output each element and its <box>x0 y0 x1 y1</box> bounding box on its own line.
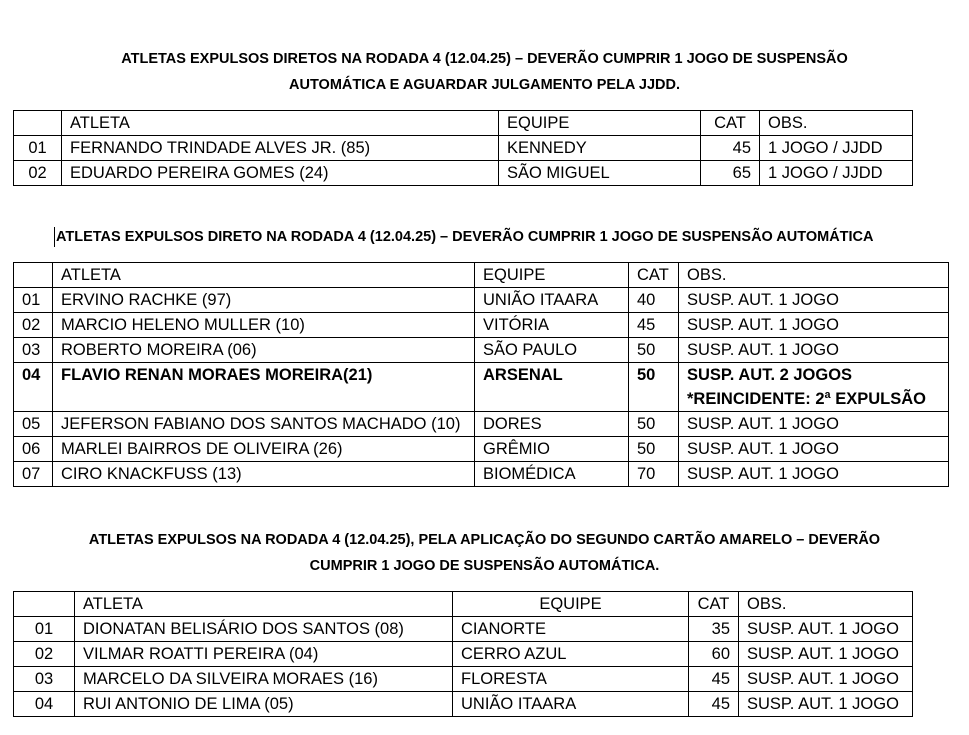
row-num: 01 <box>14 288 53 313</box>
table-row <box>14 313 949 338</box>
row-atleta: FERNANDO TRINDADE ALVES JR. (85) <box>62 136 499 161</box>
row-equipe: CIANORTE <box>453 617 689 642</box>
header-cat: CAT <box>701 111 760 136</box>
row-num: 05 <box>14 412 53 437</box>
row-equipe: DORES <box>475 412 629 437</box>
row-obs: SUSP. AUT. 1 JOGO <box>739 692 913 717</box>
row-equipe: ARSENAL <box>475 363 629 412</box>
table-row-highlighted <box>14 363 949 412</box>
row-cat: 45 <box>701 136 760 161</box>
table-row <box>14 338 949 363</box>
row-num: 03 <box>14 667 75 692</box>
table-row <box>14 136 913 161</box>
row-cat: 45 <box>689 692 739 717</box>
header-obs: OBS. <box>760 111 913 136</box>
table-row <box>14 437 949 462</box>
row-equipe: KENNEDY <box>499 136 701 161</box>
header-obs: OBS. <box>679 263 949 288</box>
row-cat: 50 <box>629 338 679 363</box>
row-num: 03 <box>14 338 53 363</box>
row-num: 07 <box>14 462 53 487</box>
row-obs <box>679 363 949 412</box>
row-num: 04 <box>14 692 75 717</box>
row-atleta: MARCELO DA SILVEIRA MORAES (16) <box>75 667 453 692</box>
row-atleta: RUI ANTONIO DE LIMA (05) <box>75 692 453 717</box>
row-num: 01 <box>14 617 75 642</box>
row-cat: 40 <box>629 288 679 313</box>
row-cat: 70 <box>629 462 679 487</box>
header-num <box>14 111 62 136</box>
row-obs: SUSP. AUT. 1 JOGO <box>679 412 949 437</box>
row-cat: 45 <box>689 667 739 692</box>
row-atleta: EDUARDO PEREIRA GOMES (24) <box>62 161 499 186</box>
row-cat: 45 <box>629 313 679 338</box>
table-header-row <box>14 263 949 288</box>
row-obs-line1: SUSP. AUT. 2 JOGOS <box>687 366 853 384</box>
section2-title: ATLETAS EXPULSOS DIRETO NA RODADA 4 (12.04.25) – DEVERÃO CUMPRIR 1 JOGO DE SUSPENSÃO AUTOMÁTICA <box>56 229 874 245</box>
row-num: 06 <box>14 437 53 462</box>
row-atleta: MARCIO HELENO MULLER (10) <box>53 313 475 338</box>
row-atleta: ROBERTO MOREIRA (06) <box>53 338 475 363</box>
table-row <box>14 288 949 313</box>
text-cursor <box>54 227 55 247</box>
table-header-row <box>14 111 913 136</box>
row-obs: SUSP. AUT. 1 JOGO <box>679 462 949 487</box>
row-obs: 1 JOGO / JJDD <box>760 161 913 186</box>
header-num <box>14 263 53 288</box>
row-num: 04 <box>14 363 53 412</box>
header-cat: CAT <box>689 592 739 617</box>
row-atleta: DIONATAN BELISÁRIO DOS SANTOS (08) <box>75 617 453 642</box>
row-cat: 50 <box>629 437 679 462</box>
row-cat: 50 <box>629 412 679 437</box>
section2-table <box>13 262 949 487</box>
row-atleta: ERVINO RACHKE (97) <box>53 288 475 313</box>
header-obs: OBS. <box>739 592 913 617</box>
table-header-row <box>14 592 913 617</box>
row-num: 02 <box>14 313 53 338</box>
row-cat: 60 <box>689 642 739 667</box>
row-equipe: CERRO AZUL <box>453 642 689 667</box>
header-equipe: EQUIPE <box>475 263 629 288</box>
row-obs: SUSP. AUT. 1 JOGO <box>739 667 913 692</box>
section3-title <box>0 527 969 579</box>
row-cat: 35 <box>689 617 739 642</box>
row-atleta: VILMAR ROATTI PEREIRA (04) <box>75 642 453 667</box>
row-equipe: SÃO PAULO <box>475 338 629 363</box>
row-equipe: UNIÃO ITAARA <box>453 692 689 717</box>
row-obs-line2: *REINCIDENTE: 2ª EXPULSÃO <box>687 390 926 408</box>
table-row <box>14 617 913 642</box>
row-num: 01 <box>14 136 62 161</box>
table-row <box>14 161 913 186</box>
row-equipe: SÃO MIGUEL <box>499 161 701 186</box>
section3-table <box>13 591 913 717</box>
row-obs: SUSP. AUT. 1 JOGO <box>679 313 949 338</box>
section3-title-line2: CUMPRIR 1 JOGO DE SUSPENSÃO AUTOMÁTICA. <box>309 558 660 574</box>
row-atleta: MARLEI BAIRROS DE OLIVEIRA (26) <box>53 437 475 462</box>
header-cat: CAT <box>629 263 679 288</box>
table-row <box>14 667 913 692</box>
header-num <box>14 592 75 617</box>
section1-title-line2: AUTOMÁTICA E AGUARDAR JULGAMENTO PELA JJDD. <box>289 77 680 93</box>
row-atleta: FLAVIO RENAN MORAES MOREIRA(21) <box>53 363 475 412</box>
table-row <box>14 692 913 717</box>
section1-table <box>13 110 913 186</box>
header-atleta: ATLETA <box>62 111 499 136</box>
table-row <box>14 412 949 437</box>
table-row <box>14 462 949 487</box>
row-obs: SUSP. AUT. 1 JOGO <box>739 642 913 667</box>
header-atleta: ATLETA <box>75 592 453 617</box>
row-obs: 1 JOGO / JJDD <box>760 136 913 161</box>
row-cat: 50 <box>629 363 679 412</box>
row-obs: SUSP. AUT. 1 JOGO <box>739 617 913 642</box>
row-equipe: GRÊMIO <box>475 437 629 462</box>
header-atleta: ATLETA <box>53 263 475 288</box>
row-atleta: CIRO KNACKFUSS (13) <box>53 462 475 487</box>
row-equipe: UNIÃO ITAARA <box>475 288 629 313</box>
section1-title-line1: ATLETAS EXPULSOS DIRETOS NA RODADA 4 (12.04.25) – DEVERÃO CUMPRIR 1 JOGO DE SUSPENSÃO <box>121 51 848 67</box>
row-equipe: BIOMÉDICA <box>475 462 629 487</box>
row-num: 02 <box>14 161 62 186</box>
section3-title-line1: ATLETAS EXPULSOS NA RODADA 4 (12.04.25), PELA APLICAÇÃO DO SEGUNDO CARTÃO AMARELO – DEVERÃO <box>88 532 881 548</box>
row-num: 02 <box>14 642 75 667</box>
section1-title <box>0 46 969 98</box>
row-equipe: VITÓRIA <box>475 313 629 338</box>
row-obs: SUSP. AUT. 1 JOGO <box>679 338 949 363</box>
row-atleta: JEFERSON FABIANO DOS SANTOS MACHADO (10) <box>53 412 475 437</box>
row-obs: SUSP. AUT. 1 JOGO <box>679 437 949 462</box>
table-row <box>14 642 913 667</box>
header-equipe: EQUIPE <box>499 111 701 136</box>
row-equipe: FLORESTA <box>453 667 689 692</box>
row-obs: SUSP. AUT. 1 JOGO <box>679 288 949 313</box>
header-equipe: EQUIPE <box>453 592 689 617</box>
row-cat: 65 <box>701 161 760 186</box>
